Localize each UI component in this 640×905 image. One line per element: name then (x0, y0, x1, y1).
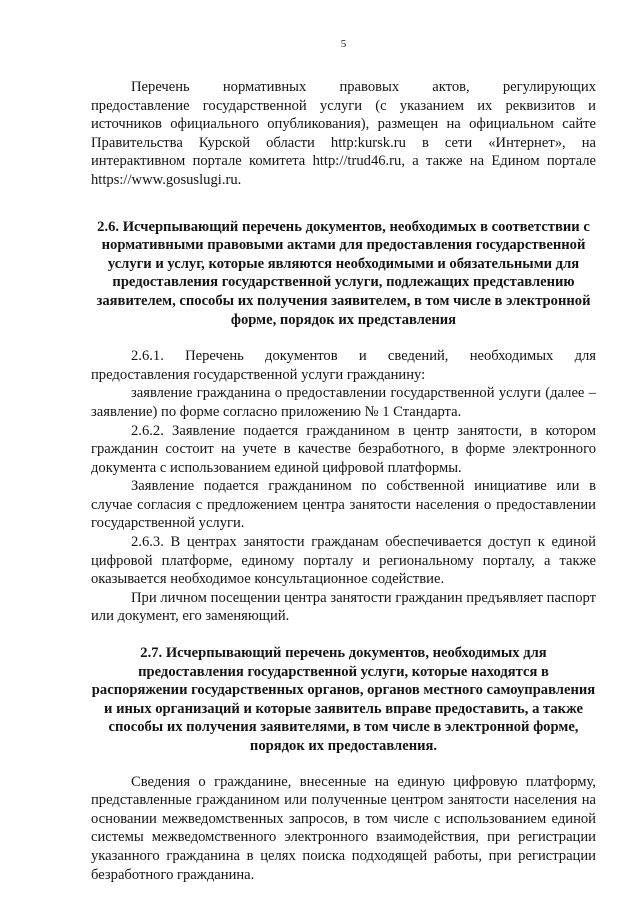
page-number: 5 (340, 38, 347, 50)
paragraph-2-6-1-first-line: 2.6.1. Перечень документов и сведений, необходимых для (131, 348, 596, 365)
intro-paragraph-first-line: Перечень нормативных правовых актов, регулирующих (131, 79, 596, 95)
paragraph-2-6-1: предоставления государственной услуги гражданину: (91, 366, 426, 383)
section-2-6-heading: 2.6. Исчерпывающий перечень документов, необходимых в соответствии с нормативными правовыми актами для предоставления государственной услуги и услуг, которые являются необходимыми и обязательными для предоставления государственной услуги, подлежащих представлению заявителем, способы их получения заявителем, в том числе в электронной форме, порядок их представления (96, 218, 591, 328)
paragraph-initiative: Заявление подается гражданином по собственной инициативе или в случае согласия с предложением центра занятости населения о предоставлении государственной услуги. (91, 478, 596, 532)
paragraph-2-6-2: 2.6.2. Заявление подается гражданином в центр занятости, в котором гражданин состоит на учете в качестве безработного, в форме электронного документа с использованием единой цифровой платформы. (91, 422, 596, 476)
intro-paragraph: предоставление государственной услуги (с указанием их реквизитов и источников официального опубликования), размещен на официальном сайте Правительства Курской области http:kursk.ru в сети «Интернет», на интерактивном портале комитета http://trud46.ru, а также на Едином портале https://www.gosuslugi.ru. (91, 97, 596, 188)
paragraph-citizen-data: Сведения о гражданине, внесенные на единую цифровую платформу, представленные гражданином или полученные центром занятости населения на основании межведомственных запросов, в том числе с использованием единой системы межведомственного электронного взаимодействия, при регистрации указанного гражданина в целях поиска подходящей работы, при регистрации безработного гражданина. (91, 773, 596, 883)
paragraph-application: заявление гражданина о предоставлении государственной услуги (далее – заявление) по форме согласно приложению № 1 Стандарта. (91, 385, 596, 420)
paragraph-personal-visit: При личном посещении центра занятости гражданин предъявляет паспорт или документ, его заменяющий. (91, 589, 596, 625)
section-2-7-heading: 2.7. Исчерпывающий перечень документов, необходимых для предоставления государственной услуги, которые находятся в распоряжении государственных органов, органов местного самоуправления и иных организаций и которые заявитель вправе предоставить, а также способы их получения заявителями, в том числе в электронной форме, порядок их предоставления. (91, 645, 596, 754)
paragraph-2-6-3: 2.6.3. В центрах занятости гражданам обеспечивается доступ к единой цифровой платформе, единому порталу и региональному порталу, а также оказывается необходимое консультационное содействие. (91, 534, 596, 588)
